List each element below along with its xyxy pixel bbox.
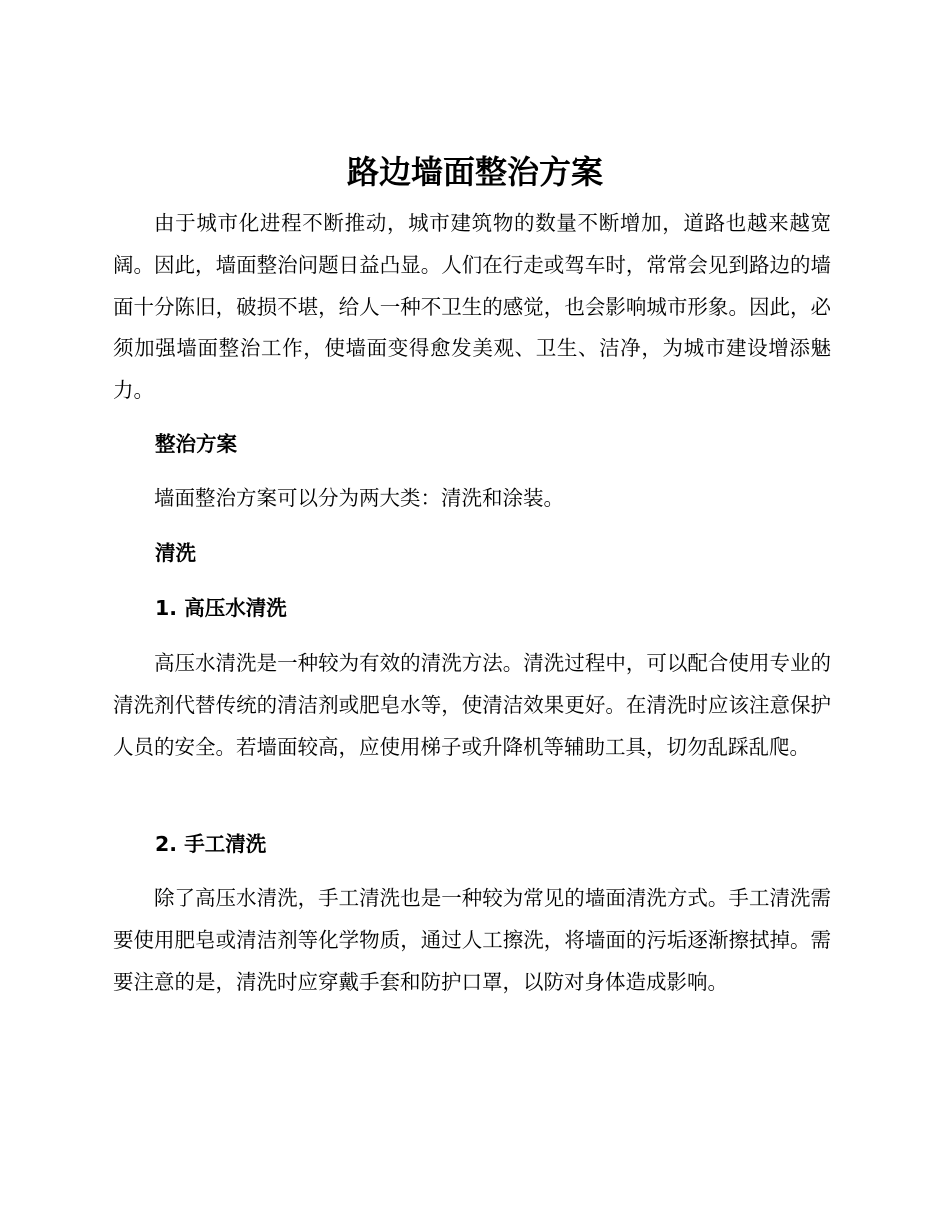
section-paragraph: 墙面整治方案可以分为两大类：清洗和涂装。	[154, 486, 564, 510]
item2-heading: 2. 手工清洗	[155, 832, 267, 856]
item1-paragraph: 高压水清洗是一种较为有效的清洗方法。清洗过程中，可以配合使用专业的清洗剂代替传统的清洁剂或肥皂水等，使清洁效果更好。在清洗时应该注意保护人员的安全。若墙面较高，应使用梯子或升降机等辅助工具，切勿乱踩乱爬。	[113, 651, 831, 759]
intro-paragraph: 由于城市化进程不断推动，城市建筑物的数量不断增加，道路也越来越宽阔。因此，墙面整治问题日益凸显。人们在行走或驾车时，常常会见到路边的墙面十分陈旧，破损不堪，给人一种不卫生的感觉，也会影响城市形象。因此，必须加强墙面整治工作，使墙面变得愈发美观、卫生、洁净，为城市建设增添魅力。	[113, 211, 831, 403]
subsection-heading: 清洗	[155, 541, 196, 565]
section-heading: 整治方案	[155, 432, 237, 456]
item2-paragraph: 除了高压水清洗，手工清洗也是一种较为常见的墙面清洗方式。手工清洗需要使用肥皂或清洁剂等化学物质，通过人工擦洗，将墙面的污垢逐渐擦拭掉。需要注意的是，清洗时应穿戴手套和防护口罩，以防对身体造成影响。	[113, 886, 831, 994]
document-title: 路边墙面整治方案	[346, 153, 603, 191]
item1-heading: 1. 高压水清洗	[155, 596, 287, 620]
